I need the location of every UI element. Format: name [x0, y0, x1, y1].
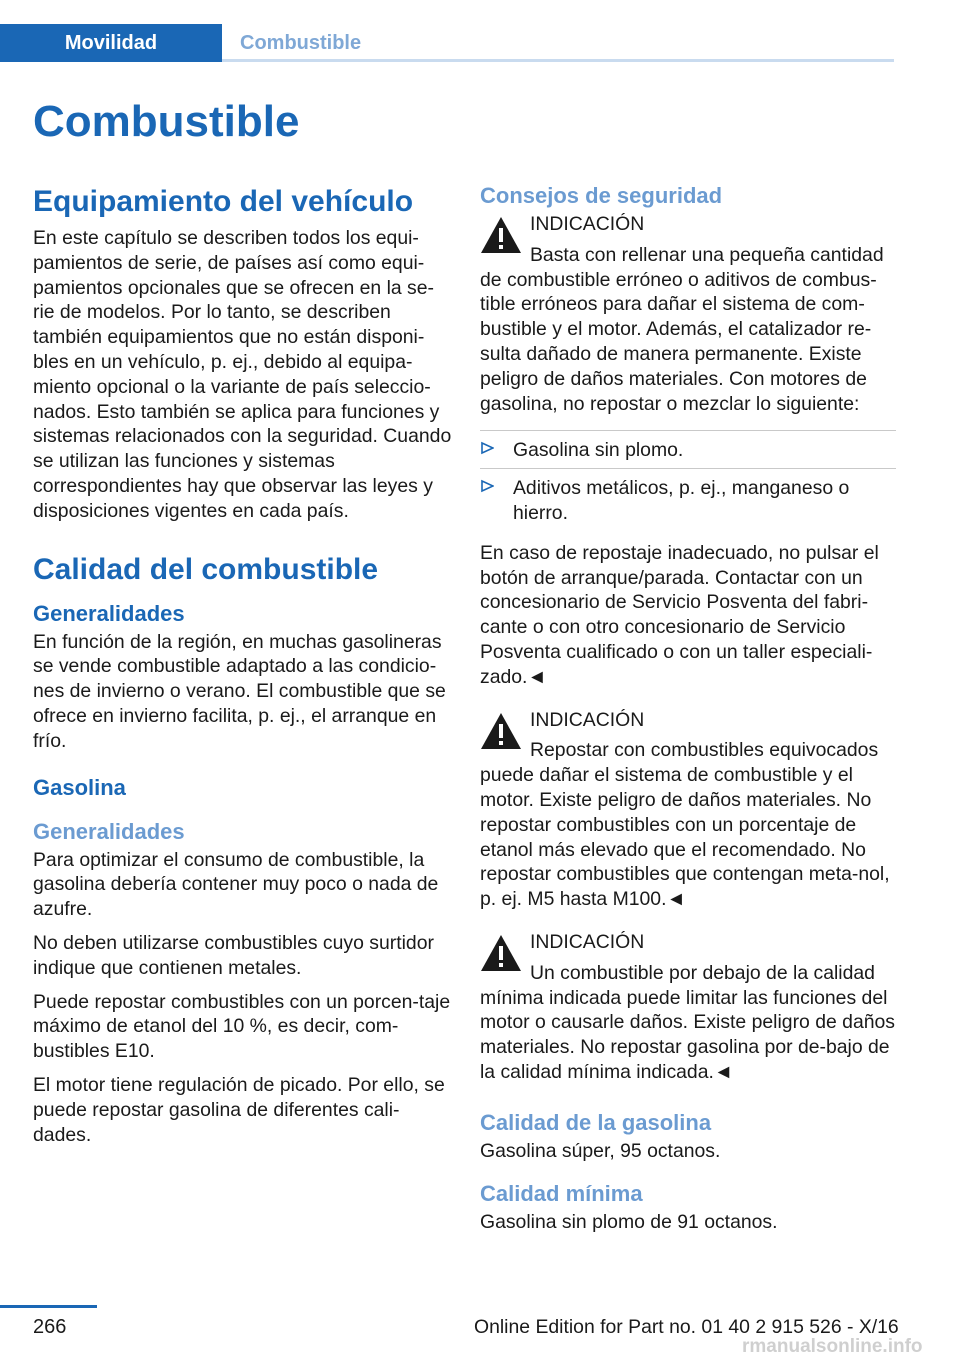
- gasoline-quality-text: Gasolina súper, 95 octanos.: [480, 1139, 721, 1162]
- fuel-quality-heading: Calidad del combustible: [33, 552, 379, 586]
- warning-1-label: INDICACIÓN: [530, 213, 645, 235]
- bullet-list: [480, 430, 896, 530]
- minimum-quality-heading: Calidad mínima: [480, 1180, 643, 1206]
- gasoline-paragraph-3: Puede repostar combustibles con un porcen-taje máximo de etanol del 10 %, es decir, com-bustibles E10.: [33, 990, 451, 1063]
- warning-3-label: INDICACIÓN: [530, 930, 645, 953]
- right-column: [480, 182, 896, 1243]
- warning-note-3: [480, 930, 896, 1085]
- tab-combustible[interactable]: [240, 24, 361, 62]
- after-bullets-text: En caso de repostaje inadecuado, no pulsar el botón de arranque/parada. Contactar con un concesionario de Servicio Posventa del fabri-cante o con otro concesionario de Servicio Posventa cualificado o con un taller especiali-zado.◄: [480, 541, 879, 688]
- warning-triangle-icon: [480, 712, 522, 750]
- warning-3-body: Un combustible por debajo de la calidad mínima indicada puede limitar las funciones del motor o causarle daños. Existe peligro de daños materiales. No repostar gasolina por de-bajo de la calidad mínima indicada.◄: [480, 961, 895, 1083]
- list-item: [480, 468, 896, 531]
- warning-2-text: [480, 738, 896, 912]
- tab-combustible-label: Combustible: [240, 31, 362, 54]
- warning-note-1: [480, 212, 896, 416]
- equipment-text: En este capítulo se describen todos los equi-pamientos de serie, de países así como equi-pamientos opcionales que se ofrecen en la se-rie de modelos. Por lo tanto, se describen también equipamientos que no están disponi-bles en un vehículo, p. ej., debido al equipa-miento opcional o la variante de país seleccio-nados. Esto también se aplica para funciones y sistemas relacionados con la seguridad. Cuando se utilizan las funciones y sistemas correspondientes hay que observar las leyes y disposiciones vigentes en cada país.: [33, 227, 452, 522]
- warning-2-body: Repostar con combustibles equivocados puede dañar el sistema de combustible y el motor. Existe peligro de daños materiales. No repostar combustibles con un porcentaje de etanol más elevado que el recomendado. No repostar combustibles que contengan meta-nol, p. ej. M5 hasta M100.◄: [480, 739, 890, 911]
- triangle-bullet-icon: [480, 479, 494, 493]
- gasoline-quality-heading: Calidad de la gasolina: [480, 1109, 712, 1135]
- warning-2-label: INDICACIÓN: [530, 708, 645, 731]
- page-title: Combustible: [33, 97, 300, 146]
- triangle-bullet-icon: [480, 441, 494, 455]
- equipment-heading: Equipamiento del vehículo: [33, 185, 414, 218]
- minimum-quality-text: Gasolina sin plomo de 91 octanos.: [480, 1210, 778, 1233]
- warning-1-text: [480, 243, 896, 417]
- header-tabbar: [0, 24, 894, 62]
- tab-movilidad[interactable]: [0, 24, 222, 62]
- gasoline-paragraph-4: El motor tiene regulación de picado. Por ello, se puede repostar gasolina de diferentes cali-dades.: [33, 1073, 445, 1146]
- warning-triangle-icon: [480, 934, 522, 972]
- safety-heading: Consejos de seguridad: [480, 183, 723, 208]
- warning-note-2: [480, 708, 896, 912]
- bullet-text: Gasolina sin plomo.: [513, 439, 684, 462]
- left-column: [33, 182, 453, 1156]
- bullet-text: Aditivos metálicos, p. ej., manganeso o hierro.: [513, 477, 850, 524]
- general-heading: Generalidades: [33, 600, 185, 626]
- gasoline-heading: Gasolina: [33, 774, 126, 800]
- header-divider: [222, 59, 894, 62]
- list-item: [480, 430, 896, 468]
- watermark: rmanualsonline.info: [742, 1336, 923, 1357]
- warning-1-body: Basta con rellenar una pequeña cantidad de combustible erróneo o aditivos de combus-tible erróneos para dañar el sistema de com-bustible y el motor. Además, el catalizador re-sulta dañado de manera permanente. Existe peligro de daños materiales. Con motores de gasolina, no repostar o mezclar lo siguiente:: [480, 243, 884, 415]
- gasoline-paragraph-1: Para optimizar el consumo de combustible, la gasolina debería contener muy poco o nada de azufre.: [33, 848, 439, 921]
- tab-movilidad-label: Movilidad: [64, 31, 158, 54]
- footer-divider: [0, 1305, 97, 1308]
- warning-3-text: [480, 961, 896, 1085]
- edition-text: Online Edition for Part no. 01 40 2 915 526 - X/16: [474, 1316, 899, 1338]
- gasoline-paragraph-2: No deben utilizarse combustibles cuyo surtidor indique que contienen metales.: [33, 931, 434, 979]
- general-text: En función de la región, en muchas gasolineras se vende combustible adaptado a las condicio-nes de invierno o verano. El combustible que se ofrece en invierno facilita, p. ej., el arranque en frío.: [33, 630, 446, 752]
- page-number: 266: [33, 1316, 67, 1338]
- warning-triangle-icon: [480, 216, 522, 254]
- gasoline-general-heading: Generalidades: [33, 818, 185, 844]
